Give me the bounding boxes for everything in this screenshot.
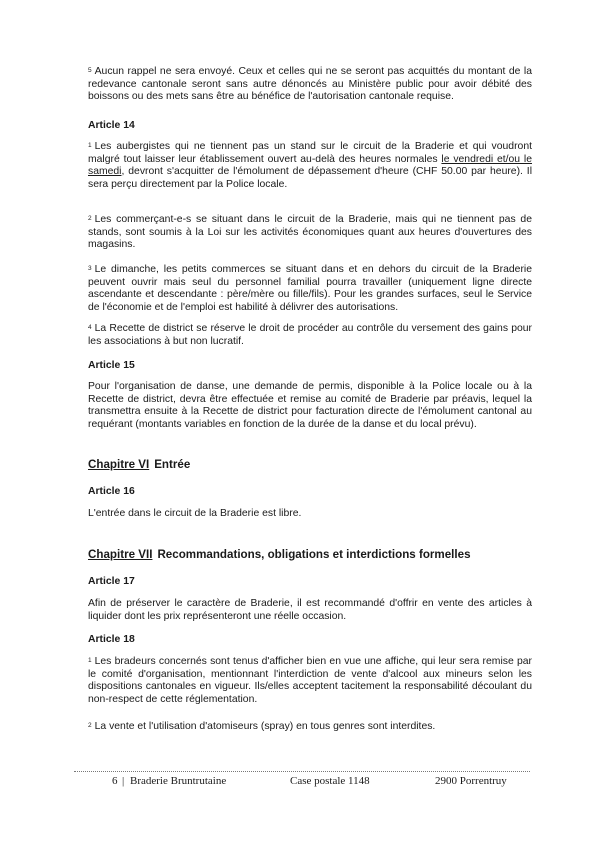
footer-organization: Braderie Bruntrutaine (130, 775, 227, 787)
paragraph-number: 3 (88, 265, 92, 272)
paragraph-art14-2 (88, 214, 532, 252)
paragraph-number: 2 (88, 215, 92, 222)
paragraph-art17 (88, 598, 532, 623)
paragraph-number: 1 (88, 657, 92, 664)
article-heading: Article 18 (88, 634, 135, 645)
chapter-heading (88, 548, 471, 562)
paragraph-text: Pour l'organisation de danse, une demande de permis, disponible à la Police locale ou à la Recette de district, devra être effectuée et remise au comité de Braderie par préavis, lequel la transmettra ensuite à la Recette de district pour facturation directe de l'émolument cantonal au requérant (montants variables en fonction de la durée de la danse et du local prévu). (88, 381, 532, 430)
paragraph-art16 (88, 508, 532, 521)
paragraph-text: Afin de préserver le caractère de Braderie, il est recommandé d'offrir en vente des articles à liquider dont les prix représenteront une réelle occasion. (88, 598, 532, 622)
footer-divider (74, 771, 530, 772)
paragraph-text: La vente et l'utilisation d'atomiseurs (spray) en tous genres sont interdites. (94, 721, 436, 732)
paragraph-art18-2 (88, 721, 532, 734)
article-heading: Article 14 (88, 120, 135, 131)
chapter-number: Chapitre VII (88, 548, 153, 561)
paragraph-text: Le dimanche, les petits commerces se situant dans et en dehors du circuit de la Braderie peuvent ouvrir mais seul du personnel familial pourra travailler (uniquement ligne directe ascendante et descendante : père/mère ou fille/fils). Pour les grandes surfaces, seul le Service de l'économie et de l'emploi est habilité à délivrer des autorisations. (88, 264, 532, 313)
paragraph-text: La Recette de district se réserve le droit de procéder au contrôle du versement des gains pour les associations à but non lucratif. (88, 323, 532, 347)
paragraph-text: Les aubergistes qui ne tiennent pas un stand sur le circuit de la Braderie et qui voudront malgré tout laisser leur établissement ouvert au-delà des heures normales (88, 141, 532, 165)
paragraph-art18-1 (88, 656, 532, 706)
paragraph-art15 (88, 381, 532, 431)
paragraph-number: 1 (88, 142, 92, 149)
chapter-number: Chapitre VI (88, 458, 150, 471)
paragraph-text: Aucun rappel ne sera envoyé. Ceux et celles qui ne se seront pas acquittés du montant de la redevance cantonale seront sans autre dénoncés au Ministère public pour avoir débité des boissons ou des mets sans être au bénéfice de l'autorisation cantonale requise. (88, 66, 532, 103)
chapter-title: Recommandations, obligations et interdictions formelles (157, 548, 471, 561)
article-heading: Article 17 (88, 576, 135, 587)
footer-city: 2900 Porrentruy (435, 775, 507, 787)
article-heading: Article 16 (88, 486, 135, 497)
paragraph-text: Les commerçant-e-s se situant dans le circuit de la Braderie, mais qui ne tiennent pas de stands, sont soumis à la Loi sur les activités économiques quant aux heures d'ouvertures des magasins. (88, 214, 532, 251)
paragraph-art14-4 (88, 323, 532, 348)
paragraph-art14-3 (88, 264, 532, 314)
footer-postal-box: Case postale 1148 (290, 775, 370, 787)
paragraph-art13-5 (88, 66, 532, 104)
paragraph-number: 5 (88, 67, 92, 74)
underlined-text: le vendredi et/ou le samedi (88, 153, 532, 178)
footer-page-number: 6 (112, 775, 118, 787)
paragraph-art14-1 (88, 141, 532, 191)
chapter-title: Entrée (154, 458, 191, 471)
paragraph-text: L'entrée dans le circuit de la Braderie est libre. (88, 508, 302, 519)
article-heading: Article 15 (88, 360, 135, 371)
paragraph-text: Les bradeurs concernés sont tenus d'afficher bien en vue une affiche, qui leur sera remise par le comité d'organisation, mentionnant l'interdiction de vente d'alcool aux mineurs selon les dispositions cantonales en vigueur. Ils/elles acceptent tacitement la responsabilité découlant du non-respect de cette réglementation. (88, 656, 532, 705)
chapter-heading (88, 458, 190, 472)
paragraph-number: 4 (88, 324, 92, 331)
page-footer (88, 775, 528, 791)
paragraph-number: 2 (88, 722, 92, 729)
footer-separator: | (122, 775, 125, 787)
paragraph-text: , devront s'acquitter de l'émolument de dépassement d'heure (CHF 50.00 par heure). Il sera perçu directement par la Police locale. (88, 166, 532, 190)
